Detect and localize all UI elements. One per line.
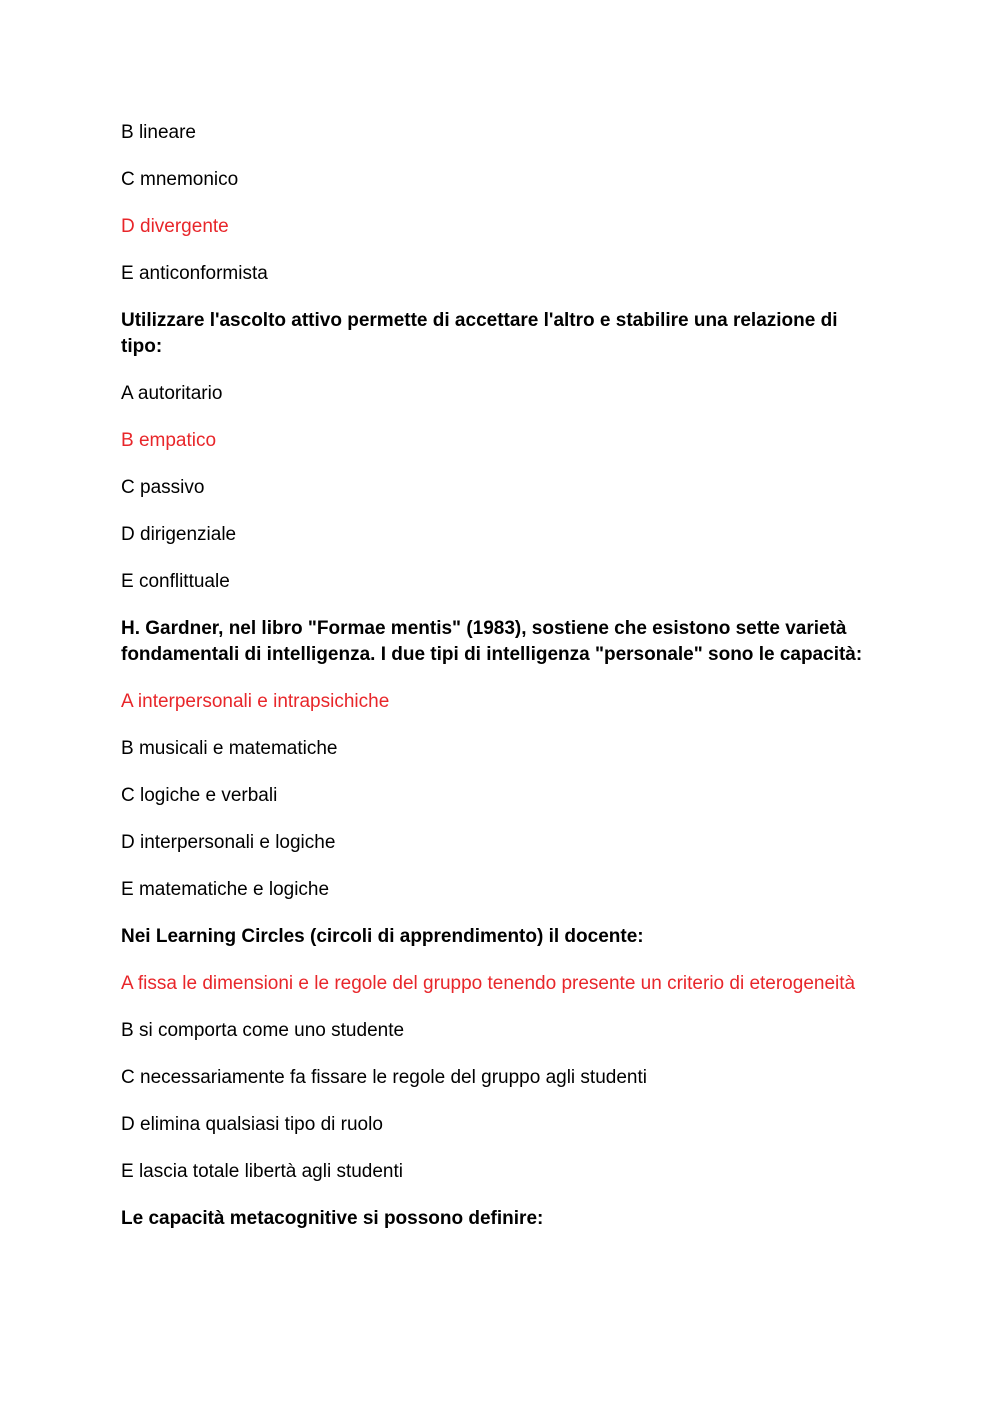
answer-option: B si comporta come uno studente — [121, 1020, 405, 1041]
answer-option: C mnemonico — [121, 169, 239, 190]
correct-answer-option: D divergente — [121, 216, 229, 237]
document-page — [121, 120, 871, 1253]
answer-option: B musicali e matematiche — [121, 738, 338, 759]
answer-option: A autoritario — [121, 383, 223, 404]
answer-option: C logiche e verbali — [121, 785, 278, 806]
correct-answer-option: A interpersonali e intrapsichiche — [121, 691, 390, 712]
correct-answer-option: B empatico — [121, 430, 217, 451]
question-text: Utilizzare l'ascolto attivo permette di accettare l'altro e stabilire una relazione di tipo: — [121, 310, 838, 357]
quiz-block — [121, 1206, 871, 1232]
question-text: Le capacità metacognitive si possono definire: — [121, 1208, 544, 1229]
answer-option: D elimina qualsiasi tipo di ruolo — [121, 1114, 383, 1135]
answer-option: D dirigenziale — [121, 524, 237, 545]
quiz-block — [121, 120, 871, 287]
answer-option: E anticonformista — [121, 263, 268, 284]
answer-option: E lascia totale libertà agli studenti — [121, 1161, 403, 1182]
quiz-block — [121, 924, 871, 1185]
answer-option: B lineare — [121, 122, 196, 143]
answer-option: C passivo — [121, 477, 205, 498]
answer-option: D interpersonali e logiche — [121, 832, 336, 853]
question-text: H. Gardner, nel libro "Formae mentis" (1983), sostiene che esistono sette varietà fondamentali di intelligenza. I due tipi di intelligenza "personale" sono le capacità: — [121, 618, 863, 665]
answer-option: E conflittuale — [121, 571, 230, 592]
quiz-block — [121, 616, 871, 903]
question-text: Nei Learning Circles (circoli di apprendimento) il docente: — [121, 926, 644, 947]
answer-option: E matematiche e logiche — [121, 879, 330, 900]
answer-option: C necessariamente fa fissare le regole del gruppo agli studenti — [121, 1067, 647, 1088]
quiz-block — [121, 308, 871, 595]
correct-answer-option: A fissa le dimensioni e le regole del gruppo tenendo presente un criterio di eterogeneità — [121, 973, 856, 994]
